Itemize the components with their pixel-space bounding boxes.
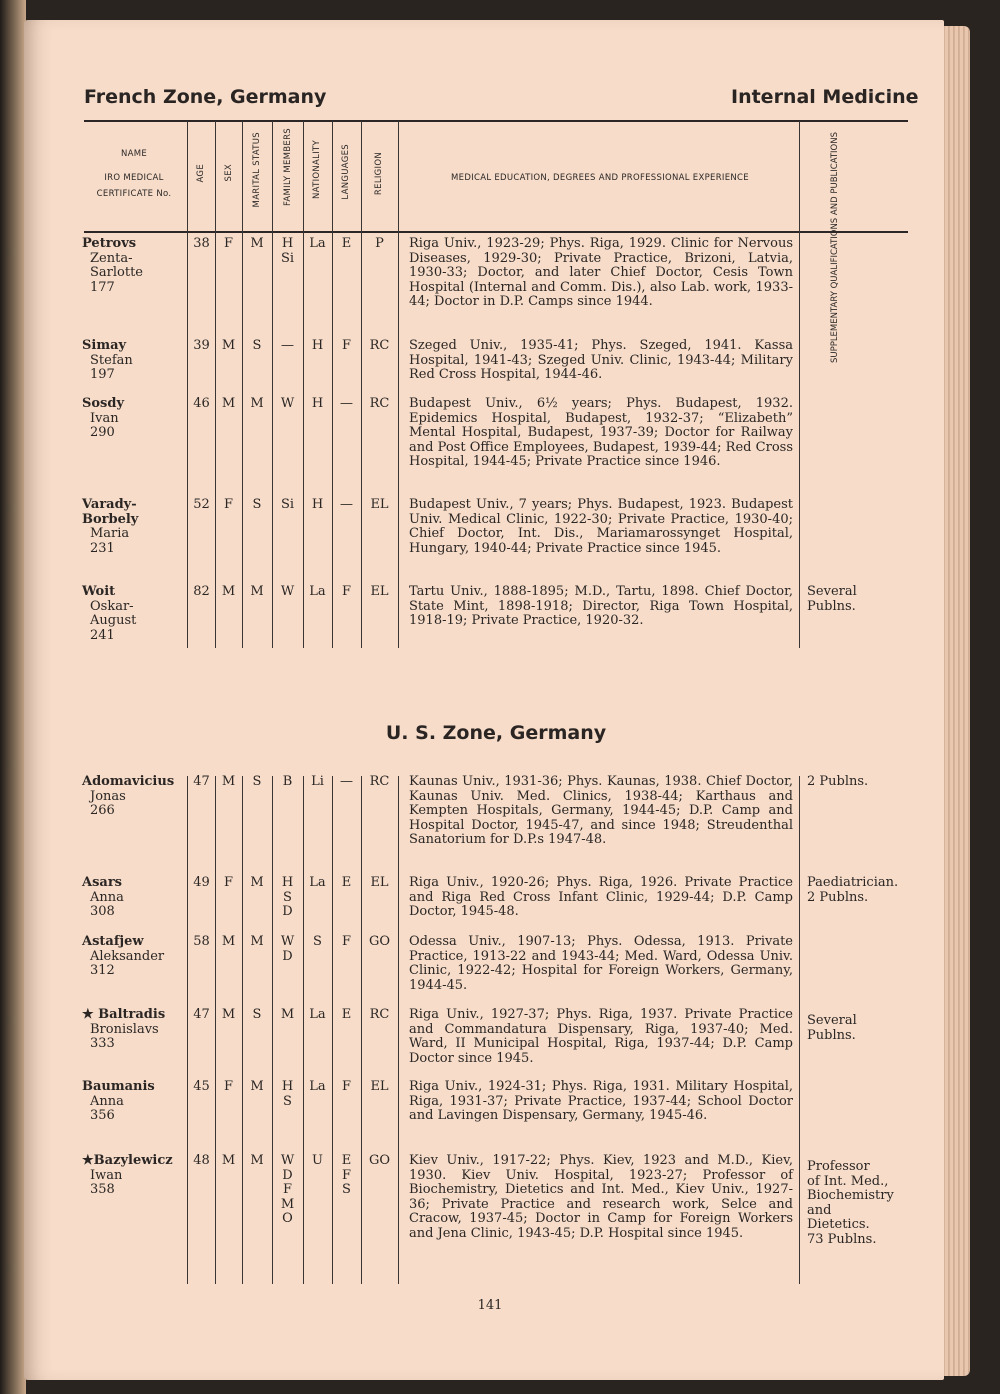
marital-cell: S — [252, 1007, 262, 1022]
supplementary-column-header: SUPPLEMENTARY QUALIFICATIONS AND PUBLICATIONS — [830, 132, 840, 364]
religion-cell: P — [375, 236, 384, 251]
religion-column-header: RELIGION — [374, 152, 384, 196]
religion-cell: EL — [370, 875, 389, 890]
languages-cell: — — [340, 396, 353, 411]
family-cell: W D — [280, 934, 295, 964]
education-cell: Kiev Univ., 1917-22; Phys. Kiev, 1923 and M.D., Kiev, 1930. Kiev Univ. Hospital, 1923-27; Professor of Biochemistry, Dietetics and Int. Med., Kiev Univ., 1927-36; Private Practice and research work, Selce and Cracow, 1937-45; Doctor in Camp for Foreign Workers and Jena Clinic, 1943-45; D.P. Hospital since 1945. — [409, 1153, 793, 1241]
family-cell: H S — [281, 1079, 294, 1109]
education-cell: Riga Univ., 1920-26; Phys. Riga, 1926. Private Practice and Riga Red Cross Infant Clinic, 1929-44; D.P. Camp Doctor, 1945-48. — [409, 875, 793, 919]
family-cell: Si — [280, 497, 295, 512]
education-cell: Kaunas Univ., 1931-36; Phys. Kaunas, 1938. Chief Doctor, Kaunas Univ. Med. Clinics, 1938-44; Karthaus and Kempten Hospitals, Germany, 1944-45; D.P. Camp and Hospital Doctor, 1945-47, and since 1948; Streudenthal Sanatorium for D.P.s 1947-48. — [409, 774, 793, 847]
marital-cell: M — [250, 1153, 264, 1168]
age-cell: 48 — [193, 1153, 210, 1168]
education-cell: Odessa Univ., 1907-13; Phys. Odessa, 1913. Private Practice, 1913-22 and 1943-44; Med. Ward, Odessa Univ. Clinic, 1922-42; Hospital for Foreign Workers, Germany, 1944-45. — [409, 934, 793, 993]
marital-cell: M — [250, 1079, 264, 1094]
name-cell: Simay Stefan 197 — [82, 338, 133, 382]
education-cell: Riga Univ., 1927-37; Phys. Riga, 1937. Private Practice and Commandatura Dispensary, Riga, 1937-40; Med. Ward, II Municipal Hospital, Riga, 1937-44; D.P. Camp Doctor since 1945. — [409, 1007, 793, 1066]
education-cell: Szeged Univ., 1935-41; Phys. Szeged, 1941. Kassa Hospital, 1941-43; Szeged Univ. Clinic, 1943-44; Military Red Cross Hospital, 1944-46. — [409, 338, 793, 382]
languages-cell: E — [341, 875, 352, 890]
header-bottom-rule — [84, 231, 908, 233]
education-cell: Budapest Univ., 7 years; Phys. Budapest, 1923. Budapest Univ. Medical Clinic, 1922-30; Private Practice, 1930-40; Chief Doctor, Int. Dis., Mariamarossynget Hospital, Hungary, 1940-44; Private Practice since 1945. — [409, 497, 793, 556]
supplementary-cell: Several Publns. — [807, 584, 857, 614]
sex-cell: M — [221, 934, 236, 949]
family-cell: W D F M O — [280, 1153, 295, 1226]
family-cell: W — [280, 584, 295, 599]
nationality-cell: U — [312, 1153, 323, 1168]
supplementary-cell: Professor of Int. Med., Biochemistry and Dietetics. 73 Publns. — [807, 1159, 894, 1247]
marital-cell: S — [252, 338, 262, 353]
name-cell: Woit Oskar- August 241 — [82, 584, 137, 643]
nationality-cell: La — [309, 875, 326, 890]
header-top-rule — [84, 120, 908, 122]
age-cell: 82 — [193, 584, 210, 599]
nationality-column-header: NATIONALITY — [312, 140, 322, 200]
age-column-header: AGE — [196, 164, 206, 183]
religion-cell: GO — [368, 934, 391, 949]
age-cell: 38 — [193, 236, 210, 251]
name-cell: Astafjew Aleksander 312 — [82, 934, 165, 978]
languages-cell: — — [340, 774, 353, 789]
languages-cell: F — [341, 1079, 352, 1094]
zone-title: French Zone, Germany — [84, 86, 327, 108]
name-cell: Petrovs Zenta- Sarlotte 177 — [82, 236, 143, 295]
nationality-cell: H — [311, 396, 324, 411]
name-cell: Varady- Borbely Maria 231 — [82, 497, 139, 556]
page-edges — [940, 26, 970, 1376]
family-cell: W — [280, 396, 295, 411]
name-cell: ★Bazylewicz Iwan 358 — [82, 1153, 173, 1197]
marital-cell: M — [250, 396, 264, 411]
family-column-header: FAMILY MEMBERS — [283, 128, 293, 207]
book-spine — [0, 0, 26, 1394]
family-cell: B — [282, 774, 293, 789]
age-cell: 46 — [193, 396, 210, 411]
languages-cell: E — [341, 236, 352, 251]
languages-cell: F — [341, 338, 352, 353]
nationality-cell: H — [311, 338, 324, 353]
specialty-title: Internal Medicine — [731, 86, 919, 108]
marital-cell: M — [250, 584, 264, 599]
marital-cell: S — [252, 497, 262, 512]
age-cell: 39 — [193, 338, 210, 353]
supplementary-cell: 2 Publns. — [807, 774, 869, 789]
religion-cell: RC — [369, 774, 390, 789]
age-cell: 49 — [193, 875, 210, 890]
marital-cell: M — [250, 934, 264, 949]
family-cell: — — [281, 338, 294, 353]
religion-cell: RC — [369, 338, 390, 353]
sex-cell: M — [221, 396, 236, 411]
marital-column-header: MARITAL STATUS — [252, 132, 262, 208]
sex-cell: M — [221, 584, 236, 599]
age-cell: 45 — [193, 1079, 210, 1094]
sex-column-header: SEX — [224, 164, 234, 182]
sex-cell: F — [223, 1079, 234, 1094]
languages-cell: E — [341, 1007, 352, 1022]
name-cell: Baumanis Anna 356 — [82, 1079, 155, 1123]
languages-column-header: LANGUAGES — [341, 144, 351, 200]
nationality-cell: La — [309, 236, 326, 251]
nationality-cell: La — [309, 1007, 326, 1022]
page-number: 141 — [477, 1298, 503, 1313]
nationality-cell: Li — [311, 774, 324, 789]
name-cell: ★ Baltradis Bronislavs 333 — [82, 1007, 166, 1051]
languages-cell: — — [340, 497, 353, 512]
education-cell: Budapest Univ., 6½ years; Phys. Budapest, 1932. Epidemics Hospital, Budapest, 1932-37; “Elizabeth” Mental Hospital, Budapest, 1937-39; Doctor for Railway and Post Office Employees, Budapest, 1939-44; Red Cross Hospital, 1944-45; Private Practice since 1946. — [409, 396, 793, 469]
languages-cell: F — [341, 584, 352, 599]
supplementary-cell: Paediatrician. 2 Publns. — [807, 875, 899, 905]
name-cell: Asars Anna 308 — [82, 875, 124, 919]
age-cell: 58 — [193, 934, 210, 949]
religion-cell: GO — [368, 1153, 391, 1168]
religion-cell: EL — [370, 584, 389, 599]
education-column-header: MEDICAL EDUCATION, DEGREES AND PROFESSIONAL EXPERIENCE — [451, 173, 749, 183]
sex-cell: M — [221, 774, 236, 789]
sex-cell: F — [223, 236, 234, 251]
education-cell: Riga Univ., 1923-29; Phys. Riga, 1929. Clinic for Nervous Diseases, 1929-30; Private Practice, Brizoni, Latvia, 1930-33; Doctor, and later Chief Doctor, Cesis Town Hospital (Internal and Comm. Dis.), also Lab. work, 1933-44; Doctor in D.P. Camps since 1944. — [409, 236, 793, 309]
religion-cell: EL — [370, 497, 389, 512]
age-cell: 47 — [193, 1007, 210, 1022]
name-cell: Adomavicius Jonas 266 — [82, 774, 175, 818]
name-column-header: NAME IRO MEDICAL CERTIFICATE No. — [96, 149, 172, 199]
religion-cell: RC — [369, 1007, 390, 1022]
religion-cell: EL — [370, 1079, 389, 1094]
nationality-cell: La — [309, 1079, 326, 1094]
sex-cell: M — [221, 1007, 236, 1022]
religion-cell: RC — [369, 396, 390, 411]
us-zone-title: U. S. Zone, Germany — [385, 722, 607, 744]
supplementary-cell: Several Publns. — [807, 1013, 857, 1043]
nationality-cell: H — [311, 497, 324, 512]
languages-cell: F — [341, 934, 352, 949]
sex-cell: M — [221, 1153, 236, 1168]
sex-cell: F — [223, 875, 234, 890]
education-cell: Riga Univ., 1924-31; Phys. Riga, 1931. Military Hospital, Riga, 1931-37; Private Practice, 1937-44; School Doctor and Lavingen Dispensary, Germany, 1945-46. — [409, 1079, 793, 1123]
marital-cell: M — [250, 236, 264, 251]
sex-cell: F — [223, 497, 234, 512]
marital-cell: M — [250, 875, 264, 890]
age-cell: 52 — [193, 497, 210, 512]
family-cell: H Si — [280, 236, 295, 266]
family-cell: H S D — [281, 875, 294, 919]
sex-cell: M — [221, 338, 236, 353]
education-cell: Tartu Univ., 1888-1895; M.D., Tartu, 1898. Chief Doctor, State Mint, 1898-1918; Director, Riga Town Hospital, 1918-19; Private Practice, 1920-32. — [409, 584, 793, 628]
name-cell: Sosdy Ivan 290 — [82, 396, 125, 440]
languages-cell: E F S — [341, 1153, 352, 1197]
nationality-cell: La — [309, 584, 326, 599]
age-cell: 47 — [193, 774, 210, 789]
family-cell: M — [280, 1007, 295, 1022]
marital-cell: S — [252, 774, 262, 789]
nationality-cell: S — [313, 934, 322, 949]
